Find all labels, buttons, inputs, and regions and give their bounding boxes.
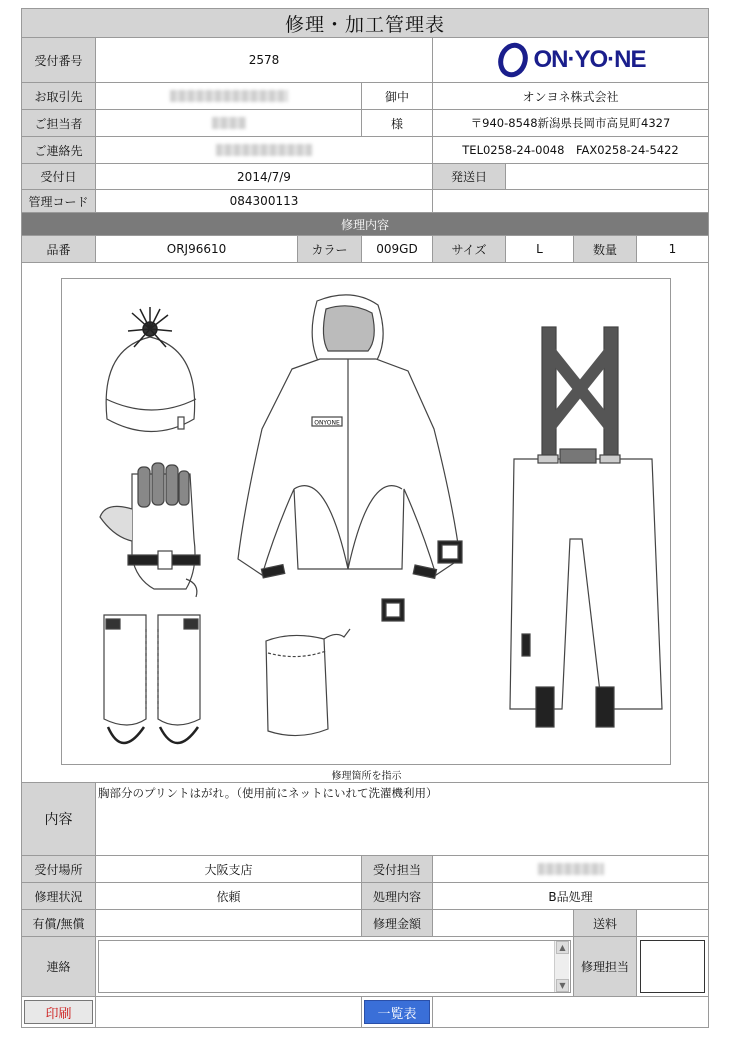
shipping-label: 送料 [574, 910, 637, 937]
repair-staff-label: 修理担当 [574, 937, 637, 997]
leg-gaiters-icon [104, 615, 200, 743]
stuff-bag-icon [266, 629, 350, 736]
footer-blank-left [96, 997, 362, 1028]
ship-date-value [506, 164, 709, 190]
contact-suffix: 様 [362, 110, 433, 137]
reception-no-value: 2578 [96, 38, 433, 83]
repair-amount-label: 修理金額 [362, 910, 433, 937]
repair-staff-input[interactable] [640, 940, 705, 993]
reception-staff-label: 受付担当 [362, 856, 433, 883]
customer-suffix: 御中 [362, 83, 433, 110]
beanie-icon [106, 307, 196, 432]
drawing-caption: 修理箇所を指示 [331, 771, 402, 782]
company-name: オンヨネ株式会社 [433, 83, 709, 110]
print-cell [22, 997, 96, 1028]
size-value: L [506, 236, 574, 263]
reception-staff-value [433, 856, 709, 883]
contact-memo-scrollbar[interactable] [554, 941, 569, 992]
company-logo-text: ON·YO·NE [533, 46, 646, 73]
contact-info-value [96, 137, 433, 164]
customer-value [96, 83, 362, 110]
bib-pants-icon [510, 327, 662, 727]
contact-memo-cell [96, 937, 574, 997]
ship-date-label: 発送日 [433, 164, 506, 190]
size-label: サイズ [433, 236, 506, 263]
reception-place-label: 受付場所 [22, 856, 96, 883]
contact-memo-textarea[interactable] [98, 940, 571, 993]
contact-memo-label: 連絡 [22, 937, 96, 997]
paid-label: 有償/無償 [22, 910, 96, 937]
company-phone-fax: TEL0258-24-0048 FAX0258-24-5422 [433, 137, 709, 164]
company-logo [433, 38, 709, 83]
contact-person-label: ご担当者 [22, 110, 96, 137]
company-address: 〒940-8548新潟県長岡市高見町4327 [433, 110, 709, 137]
shipping-value[interactable] [637, 910, 709, 937]
control-code-blank [433, 190, 709, 213]
repair-staff-cell [637, 937, 709, 997]
qty-label: 数量 [574, 236, 637, 263]
page-title: 修理・加工管理表 [22, 9, 709, 38]
reception-date-label: 受付日 [22, 164, 96, 190]
garment-illustration [62, 279, 670, 764]
process-value: B品処理 [433, 883, 709, 910]
jacket-icon [238, 295, 462, 621]
list-button[interactable]: 一覧表 [364, 1000, 430, 1024]
color-value: 009GD [362, 236, 433, 263]
scroll-down-icon[interactable]: ▼ [556, 979, 569, 992]
qty-value: 1 [637, 236, 709, 263]
jacket-chest-logo: ONYONE [314, 419, 340, 427]
control-code-value: 084300113 [96, 190, 433, 213]
repair-status-label: 修理状況 [22, 883, 96, 910]
print-button[interactable]: 印刷 [24, 1000, 93, 1024]
contact-info-label: ご連絡先 [22, 137, 96, 164]
item-no-label: 品番 [22, 236, 96, 263]
scroll-up-icon[interactable]: ▲ [556, 941, 569, 954]
product-drawing[interactable] [61, 278, 671, 765]
list-cell [362, 997, 433, 1028]
process-label: 処理内容 [362, 883, 433, 910]
control-code-label: 管理コード [22, 190, 96, 213]
contact-person-value [96, 110, 362, 137]
glove-icon [100, 463, 200, 597]
color-label: カラー [298, 236, 362, 263]
item-no-value: ORJ96610 [96, 236, 298, 263]
details-label: 内容 [22, 783, 96, 856]
repair-amount-value[interactable] [433, 910, 574, 937]
details-value[interactable]: 胸部分のプリントはがれ。（使用前にネットにいれて洗濯機利用） [96, 783, 709, 856]
onyone-logo-mark-icon [496, 42, 530, 78]
paid-value[interactable] [96, 910, 362, 937]
reception-no-label: 受付番号 [22, 38, 96, 83]
repair-section-header: 修理内容 [22, 213, 709, 236]
footer-blank-right [433, 997, 709, 1028]
customer-label: お取引先 [22, 83, 96, 110]
repair-status-value: 依頼 [96, 883, 362, 910]
reception-place-value: 大阪支店 [96, 856, 362, 883]
reception-date-value: 2014/7/9 [96, 164, 433, 190]
